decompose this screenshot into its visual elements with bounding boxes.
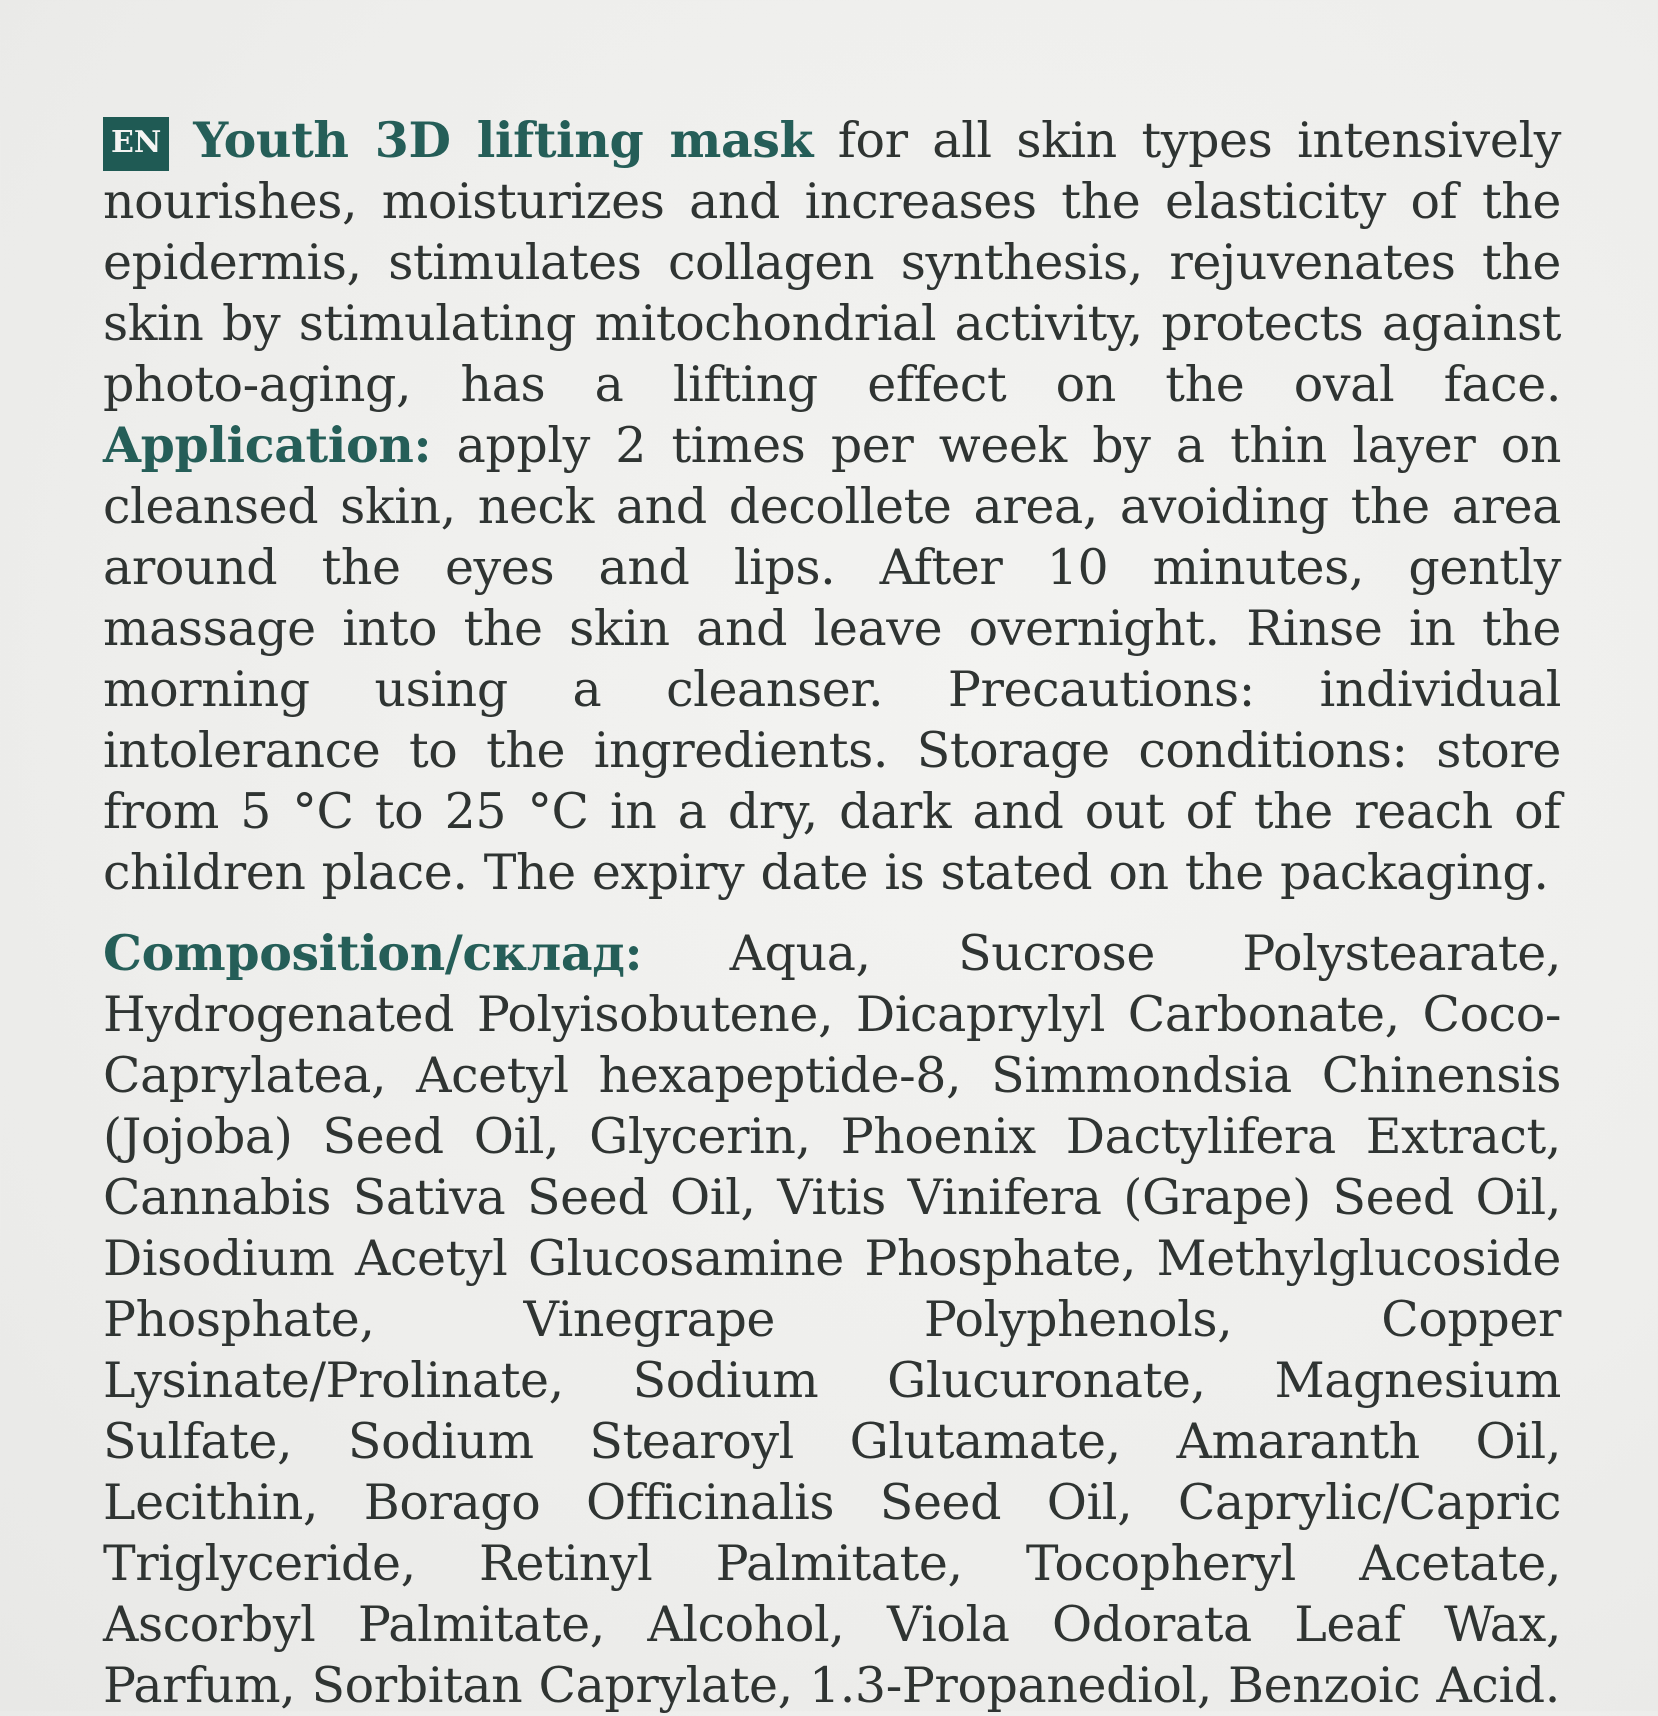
- product-label-panel: [103, 110, 1561, 1716]
- product-name: Youth 3D lifting mask: [193, 111, 814, 169]
- composition-paragraph: [103, 923, 1561, 1716]
- description-paragraph: [103, 110, 1561, 903]
- language-badge: EN: [103, 117, 169, 171]
- composition-label: Composition/склад:: [103, 924, 643, 982]
- composition-text: Aqua, Sucrose Polystearate, Hydrogenated Polyisobutene, Dicaprylyl Carbonate, Coco-Caprylatea, Acetyl hexapeptide-8, Simmondsia Chinensis (Jojoba) Seed Oil, Glycerin, Phoenix Dactylifera Extract, Cannabis Sativa Seed Oil, Vitis Vinifera (Grape) Seed Oil, Disodium Acetyl Glucosamine Phosphate, Methylglucoside Phosphate, Vinegrape Polyphenols, Copper Lysinate/Prolinate, Sodium Glucuronate, Magnesium Sulfate, Sodium Stearoyl Glutamate, Amaranth Oil, Lecithin, Borago Officinalis Seed Oil, Caprylic/Capric Triglyceride, Retinyl Palmitate, Tocopheryl Acetate, Ascorbyl Palmitate, Alcohol, Viola Odorata Leaf Wax, Parfum, Sorbitan Caprylate, 1.3-Propanediol, Benzoic Acid.: [103, 925, 1561, 1714]
- application-text: apply 2 times per week by a thin layer on cleansed skin, neck and decollete area, avoiding the area around the eyes and lips. After 10 minutes, gently massage into the skin and leave overnight. Rinse in the morning using a cleanser. Precautions: individual intolerance to the ingredients. Storage conditions: store from 5 °C to 25 °C in a dry, dark and out of the reach of children place. The expiry date is stated on the packaging.: [103, 417, 1561, 901]
- application-label: Application:: [103, 416, 432, 474]
- description-intro: for all skin types intensively nourishes, moisturizes and increases the elasticity of the epidermis, stimulates collagen synthesis, rejuvenates the skin by stimulating mitochondrial activity, protects against photo-aging, has a lifting effect on the oval face.: [103, 112, 1561, 413]
